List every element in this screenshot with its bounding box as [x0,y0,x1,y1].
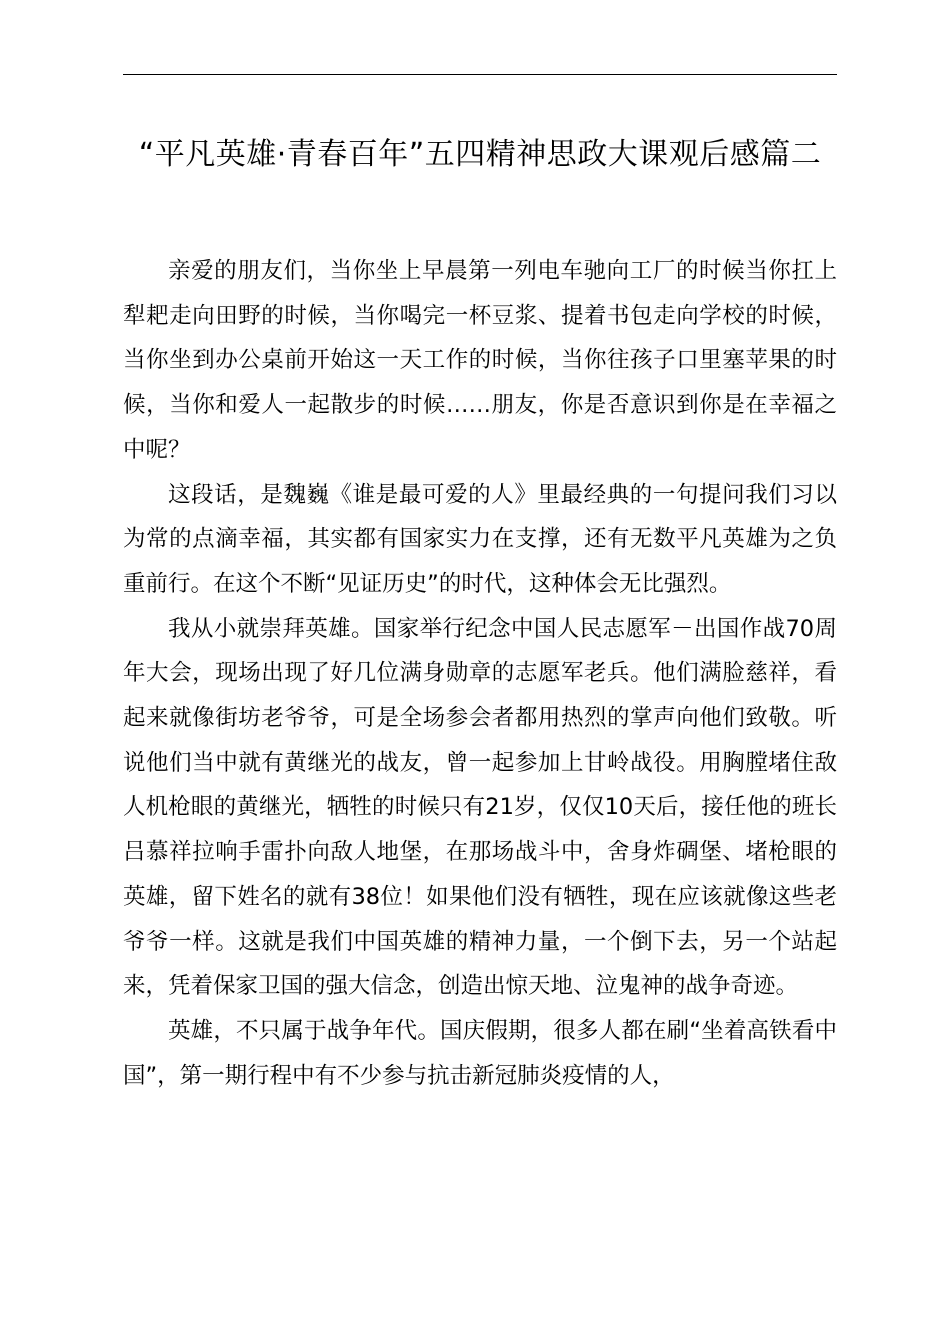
header-rule [123,74,837,75]
document-body [123,249,837,1098]
paragraph-1: 亲爱的朋友们，当你坐上早晨第一列电车驰向工厂的时候当你扛上犁耙走向田野的时候，当你喝完一杯豆浆、提着书包走向学校的时候，当你坐到办公桌前开始这一天工作的时候，当你往孩子口里塞苹果的时候，当你和爱人一起散步的时候……朋友，你是否意识到你是在幸福之中呢？ [123,258,837,463]
document-title: “平凡英雄·青春百年”五四精神思政大课观后感篇二 [138,137,822,172]
paragraph-4: 英雄，不只属于战争年代。国庆假期，很多人都在刷“坐着高铁看中国”，第一期行程中有不少参与抗击新冠肺炎疫情的人， [123,1017,837,1089]
paragraph-2: 这段话，是魏巍《谁是最可爱的人》里最经典的一句提问我们习以为常的点滴幸福，其实都有国家实力在支撑，还有无数平凡英雄为之负重前行。在这个不断“见证历史”的时代，这种体会无比强烈。 [123,481,837,597]
paragraph-3: 我从小就崇拜英雄。国家举行纪念中国人民志愿军－出国作战70周年大会，现场出现了好几位满身勋章的志愿军老兵。他们满脸慈祥，看起来就像街坊老爷爷，可是全场参会者都用热烈的掌声向他们致敬。听说他们当中就有黄继光的战友，曾一起参加上甘岭战役。用胸膛堵住敌人机枪眼的黄继光，牺牲的时候只有21岁，仅仅10天后，接任他的班长吕慕祥拉响手雷扑向敌人地堡，在那场战斗中，舍身炸碉堡、堵枪眼的英雄，留下姓名的就有38位！如果他们没有牺牲，现在应该就像这些老爷爷一样。这就是我们中国英雄的精神力量，一个倒下去，另一个站起来，凭着保家卫国的强大信念，创造出惊天地、泣鬼神的战争奇迹。 [123,615,837,1000]
